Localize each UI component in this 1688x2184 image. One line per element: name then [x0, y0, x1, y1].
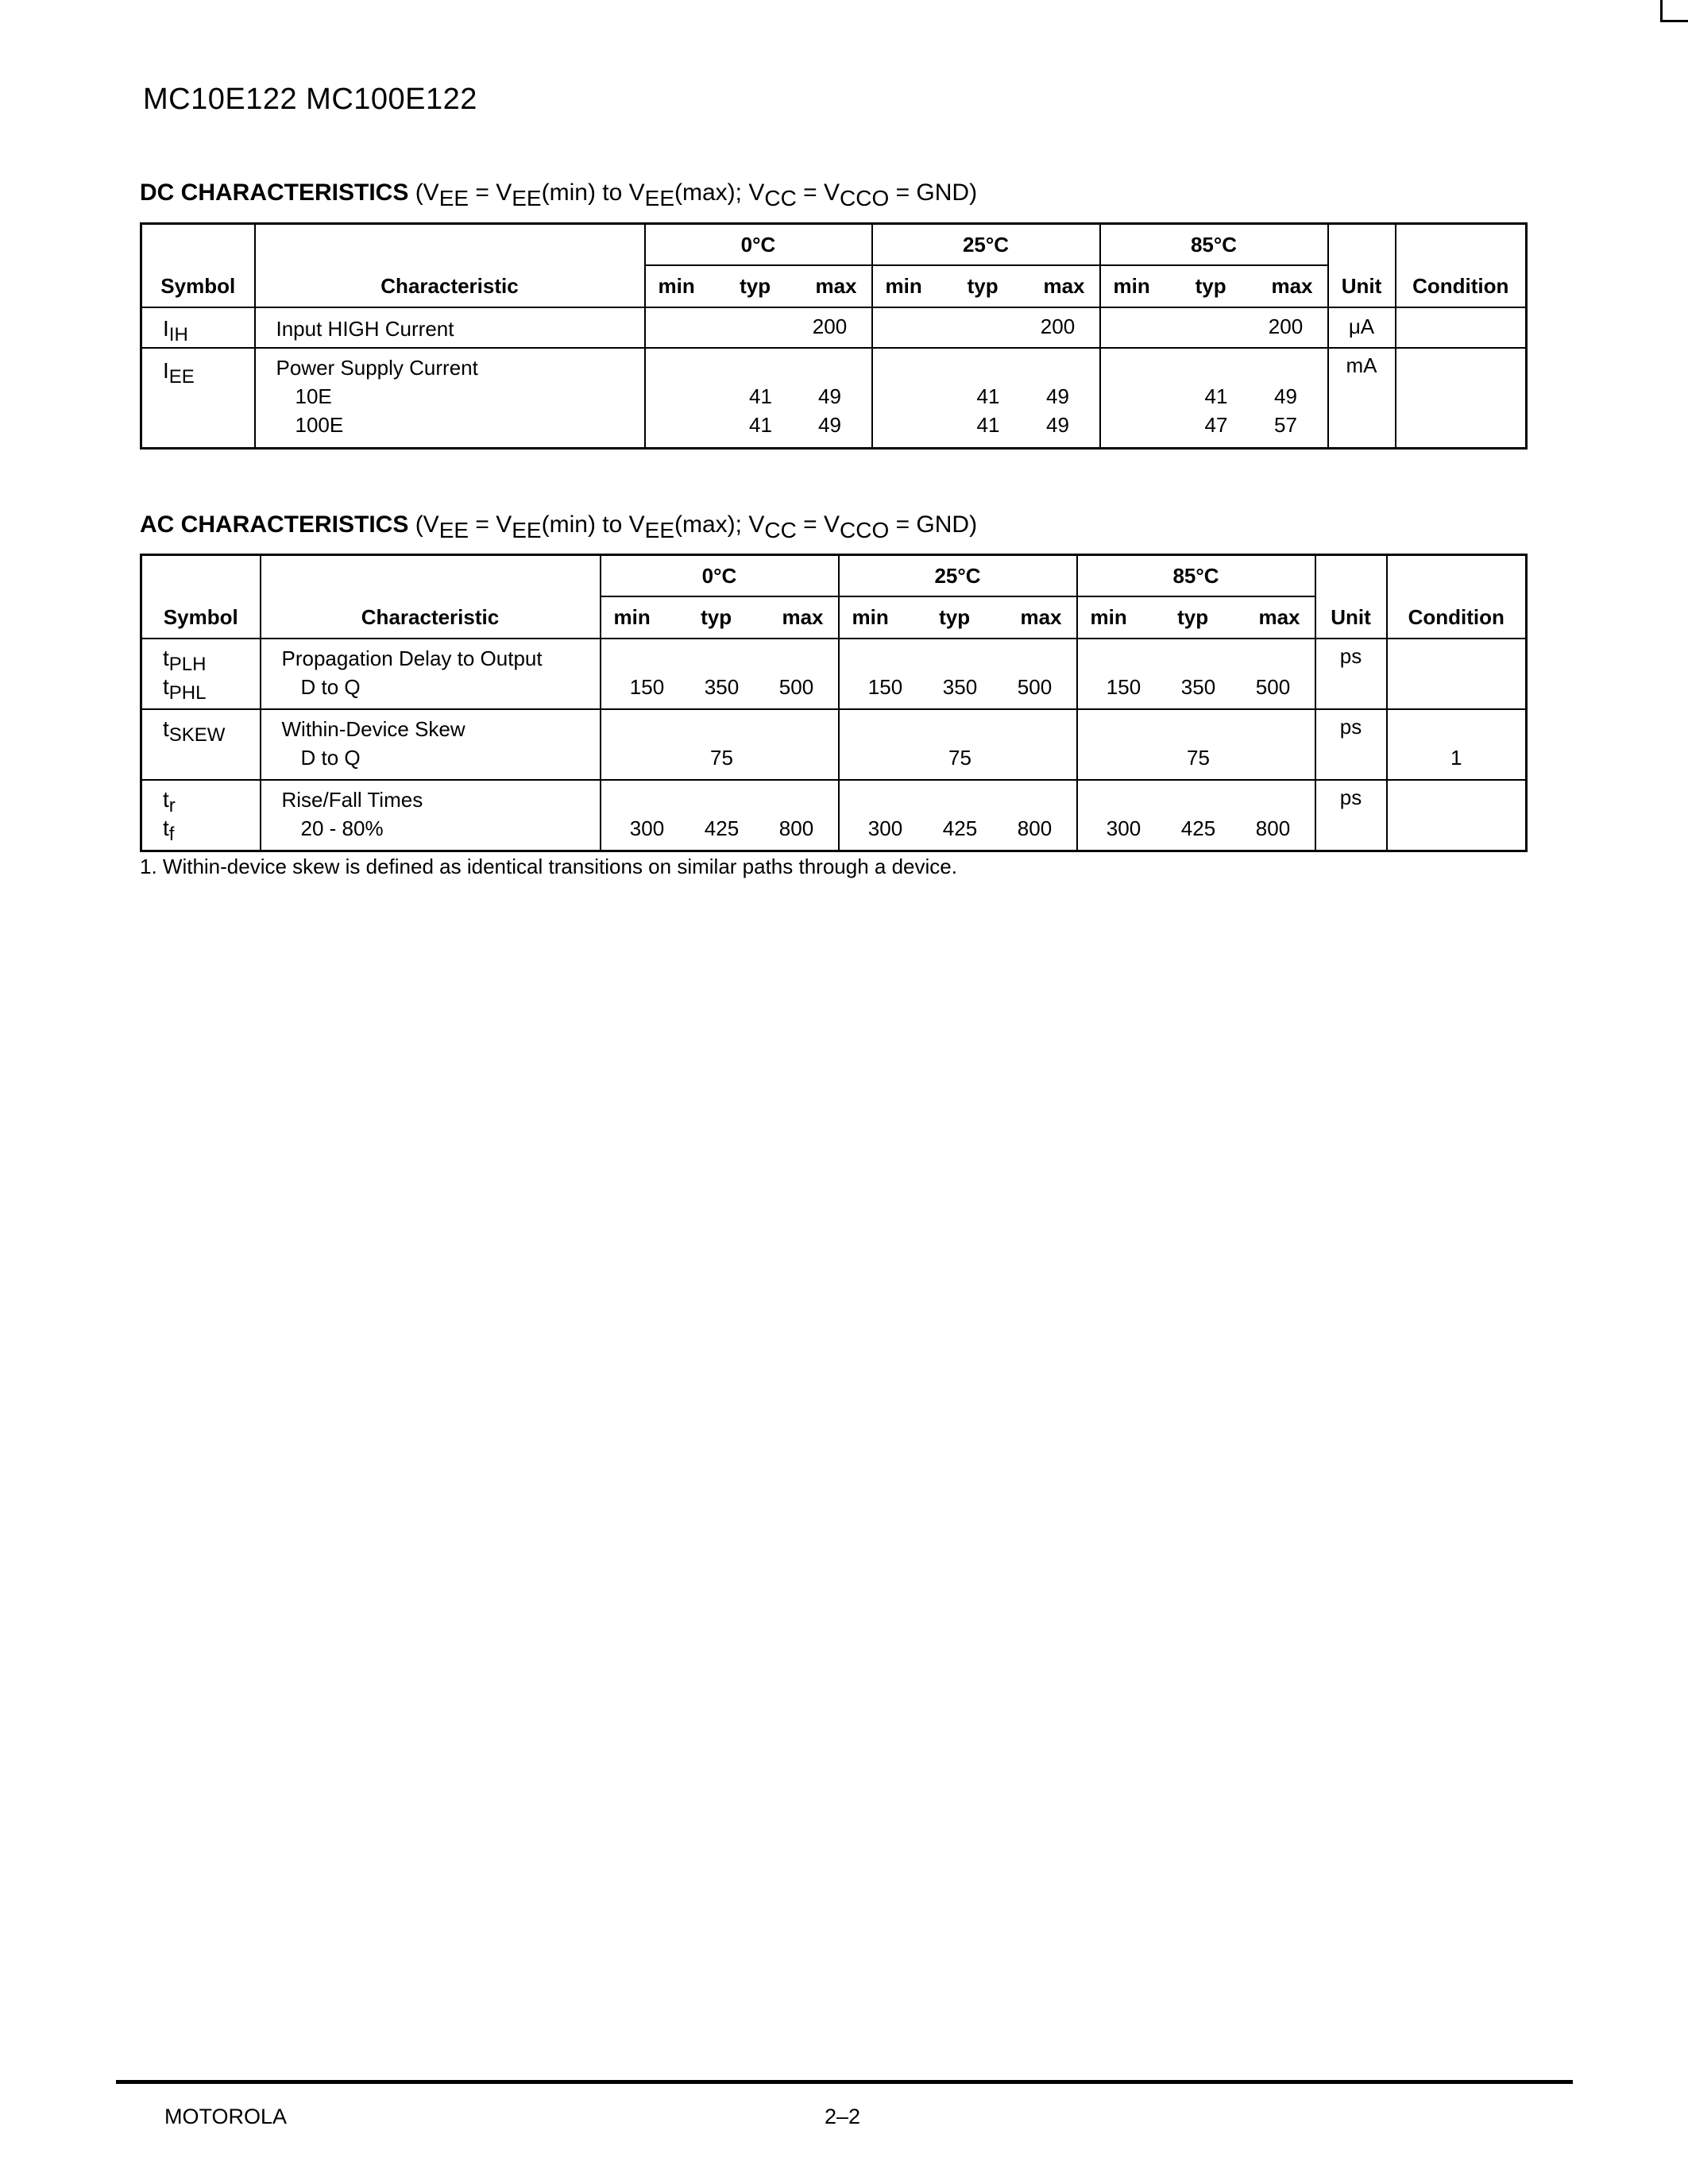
ac-sub-0c: min typ max: [601, 596, 839, 639]
dc-col-condition: Condition: [1396, 224, 1527, 308]
ac-row-tskew-85c: 75: [1077, 709, 1315, 780]
dc-heading: [140, 179, 978, 210]
table-row: [141, 780, 1527, 851]
dc-row-iee-0c: 41 49 41 49: [645, 348, 872, 448]
ac-row-tpd-characteristic: Propagation Delay to Output D to Q: [261, 639, 601, 709]
dc-characteristics-table: [140, 222, 1528, 450]
ac-sub-25c: min typ max: [839, 596, 1077, 639]
ac-temp-25c: 25°C: [839, 555, 1077, 597]
dc-row-iih-condition: [1396, 307, 1527, 348]
ac-row-trtf-0c: 300 425 800: [601, 780, 839, 851]
ac-col-symbol: Symbol: [141, 555, 261, 639]
dc-row-iih-symbol: $I_{IH}$: [141, 307, 255, 348]
dc-row-iih-85c: 200: [1100, 307, 1328, 348]
dc-row-iih-25c: 200: [872, 307, 1100, 348]
ac-row-tskew-symbol: $t_{SKEW}$: [141, 709, 261, 780]
ac-col-characteristic: Characteristic: [261, 555, 601, 639]
dc-col-characteristic: Characteristic: [255, 224, 645, 308]
page-title: MC10E122 MC100E122: [143, 83, 477, 116]
ac-row-trtf-unit: ps: [1315, 780, 1387, 851]
ac-row-tskew-25c: 75: [839, 709, 1077, 780]
ac-row-tpd-25c: 150 350 500: [839, 639, 1077, 709]
dc-row-iih-characteristic: Input HIGH Current: [255, 307, 645, 348]
dc-row-iih-0c: 200: [645, 307, 872, 348]
ac-row-trtf-85c: 300 425 800: [1077, 780, 1315, 851]
dc-col-symbol: Symbol: [141, 224, 255, 308]
dc-heading-conditions: ($V_{EE} = V_{EE}(\min)$ to $V_{EE}(\max)$; $V_{CC} = V_{CCO} = GND$): [415, 179, 978, 210]
dc-row-iee-characteristic: Power Supply Current 10E 100E: [255, 348, 645, 448]
dc-sub-85c: min typ max: [1100, 265, 1328, 307]
dc-row-iee-85c: 41 49 47 57: [1100, 348, 1328, 448]
dc-row-iee-25c: 41 49 41 49: [872, 348, 1100, 448]
ac-row-tskew-characteristic: Within-Device Skew D to Q: [261, 709, 601, 780]
ac-row-trtf-25c: 300 425 800: [839, 780, 1077, 851]
footer-brand: MOTOROLA: [164, 2105, 288, 2128]
ac-row-tpd-symbol: $t_{PLH}$ $t_{PHL}$: [141, 639, 261, 709]
table-row: [141, 709, 1527, 780]
ac-row-trtf-characteristic: Rise/Fall Times 20 - 80%: [261, 780, 601, 851]
dc-heading-bold: DC CHARACTERISTICS: [140, 179, 409, 206]
ac-sub-85c: min typ max: [1077, 596, 1315, 639]
dc-col-unit: Unit: [1328, 224, 1396, 308]
ac-heading: [140, 511, 978, 542]
table-row: [141, 348, 1527, 448]
ac-temp-85c: 85°C: [1077, 555, 1315, 597]
table-row: [141, 307, 1527, 348]
crop-mark: [1660, 0, 1688, 22]
dc-sub-0c: min typ max: [645, 265, 872, 307]
footer-rule: [116, 2080, 1573, 2084]
footnote: 1. Within-device skew is defined as identical transitions on similar paths through a device.: [140, 855, 957, 878]
dc-temp-0c: 0°C: [645, 224, 872, 266]
ac-row-tpd-unit: ps: [1315, 639, 1387, 709]
table-row: [141, 639, 1527, 709]
ac-temp-0c: 0°C: [601, 555, 839, 597]
dc-row-iih-unit: μA: [1328, 307, 1396, 348]
page-number: 2–2: [825, 2105, 861, 2128]
ac-row-tpd-85c: 150 350 500: [1077, 639, 1315, 709]
ac-row-tskew-condition: 1: [1387, 709, 1527, 780]
dc-temp-25c: 25°C: [872, 224, 1100, 266]
ac-col-unit: Unit: [1315, 555, 1387, 639]
ac-row-trtf-symbol: $t_r$ $t_f$: [141, 780, 261, 851]
ac-col-condition: Condition: [1387, 555, 1527, 639]
ac-row-tskew-0c: 75: [601, 709, 839, 780]
ac-characteristics-table: [140, 554, 1528, 852]
dc-row-iee-unit: mA: [1328, 348, 1396, 448]
ac-row-tpd-0c: 150 350 500: [601, 639, 839, 709]
ac-heading-conditions: ($V_{EE} = V_{EE}(\min)$ to $V_{EE}(\max)$; $V_{CC} = V_{CCO} = GND$): [415, 511, 978, 542]
ac-row-tskew-unit: ps: [1315, 709, 1387, 780]
dc-temp-85c: 85°C: [1100, 224, 1328, 266]
ac-row-trtf-condition: [1387, 780, 1527, 851]
dc-row-iee-condition: [1396, 348, 1527, 448]
dc-sub-25c: min typ max: [872, 265, 1100, 307]
ac-heading-bold: AC CHARACTERISTICS: [140, 511, 409, 538]
dc-row-iee-symbol: $I_{EE}$: [141, 348, 255, 448]
ac-row-tpd-condition: [1387, 639, 1527, 709]
